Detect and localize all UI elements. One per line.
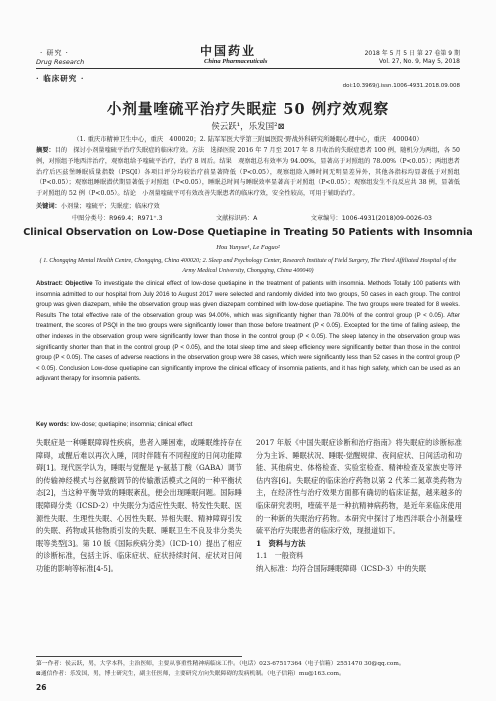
keywords-cn [36, 202, 460, 213]
clc-number: 中图分类号：R969.4；R971⁺.3 [72, 215, 163, 222]
journal-section-label: · 研究 · [40, 49, 69, 57]
abstract-cn-label: 摘要： [36, 147, 55, 154]
doi: doi:10.3969/j.issn.1006-4931.2018.09.008 [342, 83, 460, 89]
body-column-left [36, 437, 242, 576]
body-paragraph: 失眠症是一种睡眠障碍性疾病，患者入睡困难，或睡眠维持存在障碍，或醒后难以再次入睡，同时伴随有不同程度的日间功能障碍[1]。现代医学认为，睡眠与觉醒是 γ-氨基丁酸（GABA）调节的传输神经模式与谷氨酸调节的传输激活模式之间的一种平衡状态[2]，当这种平衡导致的睡眠紊乱，便会出现睡眠问题。国际睡眠障碍分类（ICSD-2）中失眠分为适应性失眠、特发性失眠、医源性失眠、生理性失眠、心因性失眠、异相失眠、精神障碍引发的失眠、药物或其他物质引发的失眠、睡眠卫生不良及非分类失眠等类型[3]。第 10 版《国际疾病分类》（ICD-10）提出了相应的诊断标准，包括主诉、临床症状、症状持续时间、症状对日间功能的影响等标准[4-5]。 [36, 438, 242, 573]
journal-section-label-en: Drug Research [36, 58, 85, 66]
abstract-en-label: Abstract: Objective [36, 280, 93, 287]
footnote-rule [36, 656, 242, 657]
article-title-en: Clinical Observation on Low-Dose Quetiapine in Treating 50 Patients with Insomnia [23, 227, 473, 238]
document-code: 文献标识码：A [216, 215, 258, 222]
keywords-en-body: low-dose; quetiapine; insomnia; clinical effect [70, 421, 193, 428]
keywords-cn-label: 关键词： [36, 203, 61, 210]
affiliation-cn: （1. 重庆市精神卫生中心，重庆 400020；2. 陆军军医大学第三附属医院·野战外科研究所睡眠心理中心，重庆 400040） [73, 136, 423, 143]
authors-cn: 侯云跃¹，乐发国²⊠ [211, 122, 285, 132]
journal-logo: 中国药业 [200, 44, 257, 58]
section-label: · 临床研究 · [36, 74, 85, 83]
body-column-right [256, 437, 462, 576]
subsection-heading: 1.1 一般资料 [256, 551, 304, 561]
journal-logo-en: China Pharmaceuticals [204, 58, 268, 65]
issue-date-en: Vol. 27, No. 9, May 5, 2018 [379, 58, 460, 65]
abstract-en-body: To investigate the clinical effect of low-dose quetiapine in the treatment of patients with insomnia. Methods Totally 100 patients with insomnia admitted to our hospital from July 2016 to August 2017 were selected and randomly divided into two groups, 50 cases in each group. The control group was given diazepam, while the observation group was given diazepam combined with low-dose quetiapine. The two groups were treated for 8 weeks. Results The total effective rate of the observation group was 94.00%, which was significantly higher than 78.00% of the control group (P < 0.05). After treatment, the scores of PSQI in the two groups were significantly lower than those before treatment (P < 0.05). Excepted for the time of falling asleep, the other indexes in the observation group were significantly lower than those in the control group (P < 0.05). The sleep latency in the observation group was significantly shorter than that in the control group (P < 0.05), and the total sleep time and sleep efficiency were significantly better than those in the control group (P < 0.05). The cases of adverse reactions in the observation group were 38 cases, which were significantly less than 52 cases in the control group (P < 0.05). Conclusion Low-dose quetiapine can significantly improve the clinical efficacy of insomnia patients, and it has high safety, which can be used as an adjuvant therapy for insomnia patients. [36, 280, 460, 383]
keywords-en-label: Key words: [36, 421, 69, 428]
keywords-en [36, 420, 460, 431]
section-heading: 1 资料与方法 [256, 538, 306, 548]
header-rule [36, 68, 460, 69]
issue-date-cn: 2018 年 5 月 5 日 第 27 卷第 9 期 [364, 50, 460, 57]
page-number: 26 [36, 683, 47, 692]
abstract-en [36, 279, 460, 385]
body-paragraph: 2017 年版《中国失眠症诊断和治疗指南》将失眠症的诊断标准分为主诉、睡眠状况、睡眠-觉醒规律、夜间症状、日间活动和功能、其他病史、体格检查、实验室检查、精神检查及家族史等评估内容[6]。失眠症的临床治疗药物以第 2 代苯二氮䓬类药物为主，在经济性与治疗效果方面都有确切的临床证据，越来越多的临床研究表明，喹硫平是一种抗精神病药物，是近年来临床使用的一种新的失眠治疗药物。本研究中探讨了地西泮联合小剂量喹硫平治疗失眠患者的临床疗效，现报道如下。 [256, 438, 462, 536]
classification-line [72, 213, 432, 222]
footnote-first-author: 第一作者：侯云跃，男，大学本科，主治医师，主要从事重性精神病临床工作。（电话）023-67517364（电子信箱）2551470 30@qq.com。 [36, 661, 405, 667]
article-title-cn: 小剂量喹硫平治疗失眠症 50 例疗效观察 [106, 101, 390, 118]
footnote-corresponding-author: ⊠通信作者：乐发国，男，博士研究生，副主任医师，主要研究方向失眠障碍的发病机制。（电子信箱）mu@163.com。 [36, 671, 345, 677]
affiliation-en: ( 1. Chongqing Mental Health Centre, Chongqing, China 400020; 2. Sleep and Psychology Center, Research Institute of Field Surgery, The Third Affiliated Hospital of the Army Medical University, Chongqing, China 400040) [39, 258, 457, 274]
abstract-cn [36, 146, 460, 200]
article-number: 文章编号：1006-4931(2018)09-0026-03 [310, 215, 432, 222]
body-paragraph: 纳入标准：均符合国际睡眠障碍（ICSD-3）中的失眠 [256, 563, 426, 573]
authors-en: Hou Yunyue¹, Le Faguo² [216, 244, 280, 251]
abstract-cn-body: 目的 探讨小剂量喹硫平治疗失眠症的临床疗效。方法 选择医院 2016 年 7 月至 2017 年 8 月收治的失眠症患者 100 例，随机分为两组，各 50 例，对照组予地西泮治疗，观察组给予喹硫平治疗，治疗 8 周后。结果 观察组总有效率为 94.00%，显著高于对照组的 78.00%（P<0.05）；两组患者治疗后匹兹堡睡眠质量指数（PSQI）各项目评分均较治疗前显著降低（P<0.05），观察组除入睡时间无明显差异外，其他各指标均显著低于对照组（P<0.05）；观察组睡眠潜伏期显著低于对照组（P<0.05），睡眠总时间与睡眠效率显著高于对照组（P<0.05）；观察组发生不良反应共 38 例，显著低于对照组的 52 例（P<0.05）。结论 小剂量喹硫平可有效改善失眠患者的临床疗效，安全性较高，可用于辅助治疗。 [36, 147, 460, 198]
keywords-cn-body: 小剂量；喹硫平；失眠症；临床疗效 [60, 203, 160, 210]
